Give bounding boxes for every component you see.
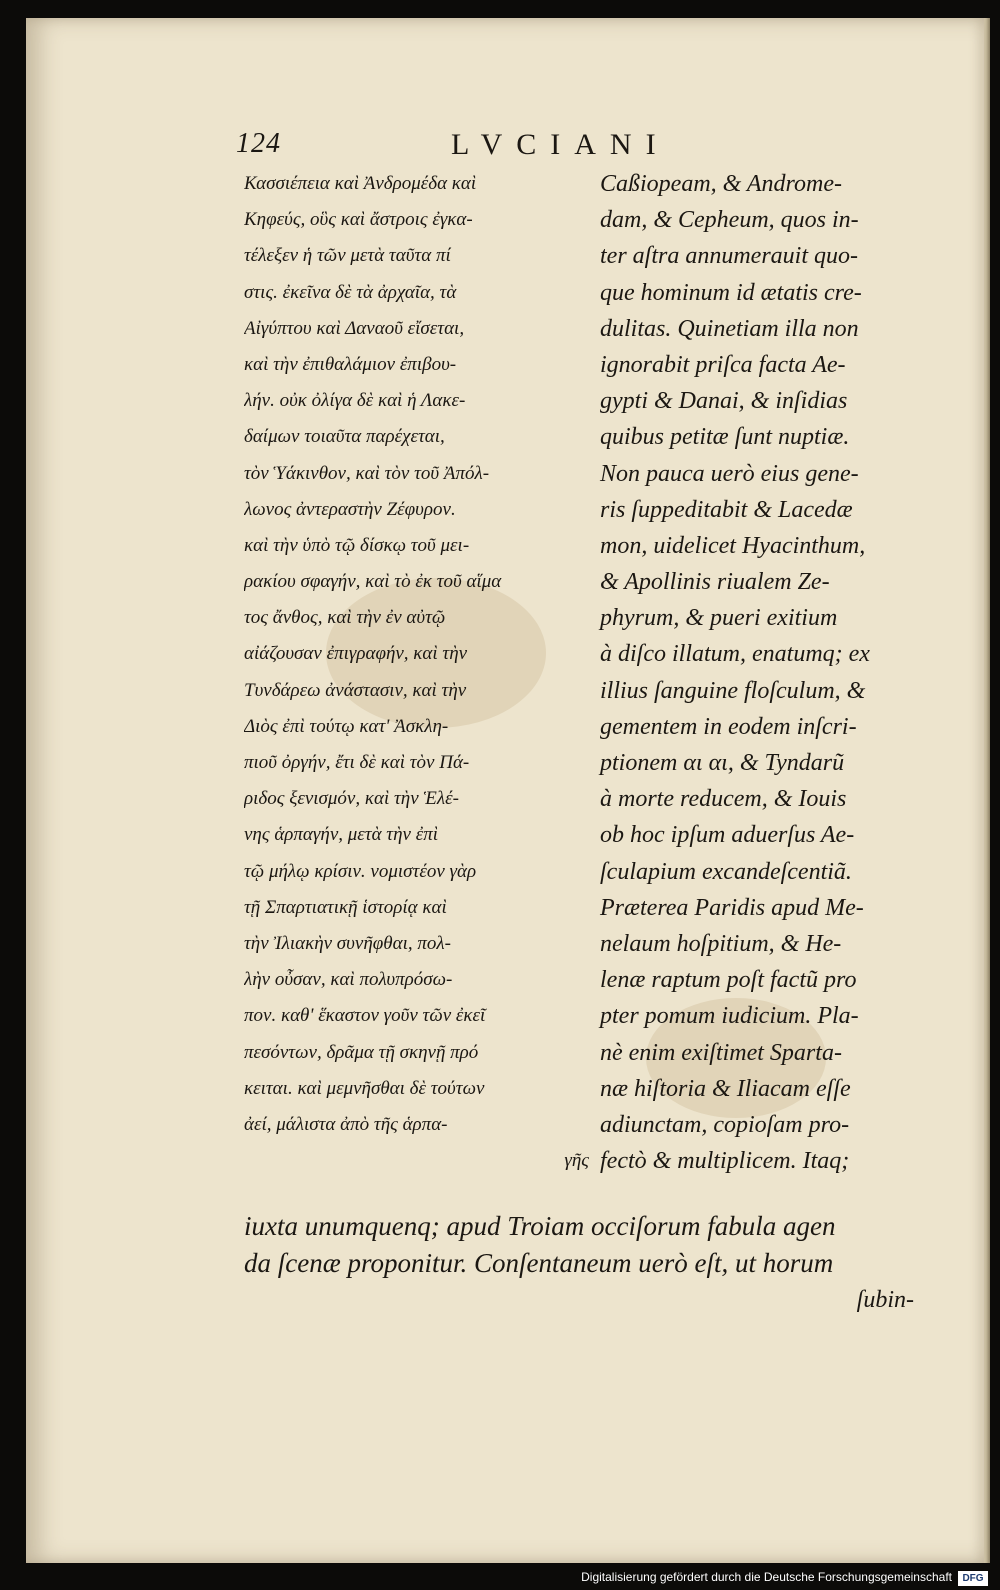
- greek-text-line: Κηφεύς, οὓς καὶ ἄστροις ἐγκα-: [244, 209, 473, 231]
- text-line: da ſcenæ proponitur. Conſentaneum uerò eſt, ut horum: [244, 1248, 834, 1278]
- latin-text-line: næ hiſtoria & Iliacam eſſe: [600, 1075, 851, 1102]
- latin-text-line: ptionem αι αι, & Tyndarũ: [600, 750, 845, 776]
- greek-text-line: ριδος ξενισμόν, καὶ τὴν Ἑλέ-: [244, 788, 459, 810]
- latin-text-line: ignorabit priſca facta Ae-: [600, 351, 846, 378]
- latin-text-line: gypti & Danai, & inſidias: [600, 388, 848, 415]
- latin-text-line: ris ſuppeditabit & Lacedæ: [600, 496, 853, 523]
- page-header: [26, 128, 984, 168]
- greek-text-line: λὴν οὖσαν, καὶ πολυπρόσω-: [244, 969, 453, 991]
- latin-text-column: [600, 166, 945, 1179]
- book-page: [26, 18, 984, 1563]
- latin-text-line: adiunctam, copioſam pro-: [600, 1111, 850, 1138]
- text-line: ſubin-: [856, 1287, 914, 1313]
- page-number: 124: [236, 128, 281, 159]
- latin-text-line: dam, & Cepheum, quos in-: [600, 207, 859, 234]
- latin-text-line: à diſco illatum, enatumq; ex: [600, 641, 870, 668]
- latin-text-line: ter aſtra annumerauit quo-: [600, 243, 858, 270]
- latin-text-line: que hominum id ætatis cre-: [600, 279, 862, 306]
- greek-text-line: στις. ἐκεῖνα δὲ τὰ ἀρχαῖα, τὰ: [244, 281, 457, 303]
- latin-text-line: & Apollinis riualem Ze-: [600, 569, 830, 596]
- latin-text-line: quibus petitæ ſunt nuptiæ.: [600, 424, 850, 451]
- funding-credit: Digitalisierung gefördert durch die Deutsche Forschungsgemeinschaft: [581, 1570, 952, 1584]
- greek-text-line: δαίμων τοιαῦτα παρέχεται,: [244, 426, 445, 448]
- latin-text-line: illius ſanguine floſculum, &: [600, 677, 866, 704]
- greek-text-line: λήν. οὐκ ὀλίγα δὲ καὶ ἡ Λακε-: [244, 390, 466, 412]
- greek-text-line: αἰάζουσαν ἐπιγραφήν, καὶ τὴν: [244, 643, 468, 665]
- greek-text-line: ἀεί, μάλιστα ἀπὸ τῆς ἁρπα-: [244, 1113, 448, 1135]
- greek-text-line: τῇ Σπαρτιατικῇ ἱστορίᾳ καὶ: [244, 896, 447, 918]
- latin-text-line: Præterea Paridis apud Me-: [600, 894, 864, 921]
- text-line: iuxta unumquenq; apud Troiam occiſorum fabula agen: [244, 1211, 836, 1241]
- greek-text-column: [244, 166, 589, 1179]
- latin-text-line: pter pomum iudicium. Pla-: [600, 1003, 859, 1030]
- latin-text-line: ſculapium excandeſcentiã.: [600, 858, 852, 885]
- greek-text-line: Διὸς ἐπὶ τούτῳ κατ' Ἀσκλη-: [244, 715, 449, 737]
- latin-text-line: mon, uidelicet Hyacinthum,: [600, 532, 866, 559]
- greek-text-line: κειται. καὶ μεμνῆσθαι δὲ τούτων: [244, 1077, 485, 1099]
- dfg-logo: DFG: [958, 1571, 988, 1586]
- greek-text-line: καὶ τὴν ὑπὸ τῷ δίσκῳ τοῦ μει-: [244, 534, 470, 556]
- latin-text-line: phyrum, & pueri exitium: [600, 605, 838, 632]
- greek-text-line: Κασσιέπεια καὶ Ἀνδρομέδα καὶ: [244, 173, 477, 194]
- latin-text-line: ob hoc ipſum aduerſus Ae-: [600, 822, 855, 849]
- greek-text-line: Αἰγύπτου καὶ Δαναοῦ εἴσεται,: [244, 317, 465, 339]
- greek-text-line: νης ἁρπαγήν, μετὰ τὴν ἐπὶ: [244, 824, 438, 846]
- greek-text-line: γῆς: [564, 1150, 589, 1172]
- full-width-text-block: [244, 1208, 944, 1319]
- latin-text-line: nelaum hoſpitium, & He-: [600, 930, 842, 957]
- latin-text-line: Caßiopeam, & Androme-: [600, 171, 842, 197]
- greek-text-line: Τυνδάρεω ἀνάστασιν, καὶ τὴν: [244, 679, 467, 701]
- greek-text-line: λωνος ἀντεραστὴν Ζέφυρον.: [244, 498, 456, 520]
- latin-text-line: lenæ raptum poſt factũ pro: [600, 967, 857, 994]
- latin-text-line: à morte reducem, & Iouis: [600, 786, 847, 813]
- greek-text-line: καὶ τὴν ἐπιθαλάμιον ἐπιβου-: [244, 353, 457, 375]
- greek-text-line: πεσόντων, δρᾶμα τῇ σκηνῇ πρό: [244, 1041, 479, 1063]
- greek-text-line: τέλεξεν ἡ τῶν μετὰ ταῦτα πί: [244, 245, 451, 267]
- greek-text-line: τῷ μήλῳ κρίσιν. νομιστέον γὰρ: [244, 860, 477, 882]
- footer-bar: [0, 1564, 1000, 1590]
- latin-text-line: dulitas. Quinetiam illa non: [600, 315, 859, 342]
- latin-text-line: gementem in eodem inſcri-: [600, 713, 857, 740]
- greek-text-line: τὴν Ἰλιακὴν συνῆφθαι, πολ-: [244, 932, 451, 954]
- greek-text-line: τος ἄνθος, καὶ τὴν ἐν αὐτῷ: [244, 607, 446, 629]
- latin-text-line: Non pauca uerò eius gene-: [600, 460, 859, 487]
- greek-text-line: πον. καθ' ἕκαστον γοῦν τῶν ἐκεῖ: [244, 1005, 486, 1027]
- greek-text-line: ρακίου σφαγήν, καὶ τὸ ἐκ τοῦ αἵμα: [244, 571, 502, 593]
- latin-text-line: nè enim exiſtimet Sparta-: [600, 1039, 842, 1066]
- running-head: LVCIANI: [451, 128, 670, 161]
- latin-text-line: fectò & multiplicem. Itaq;: [600, 1148, 850, 1175]
- greek-text-line: πιοῦ ὀργήν, ἔτι δὲ καὶ τὸν Πά-: [244, 752, 470, 773]
- greek-text-line: τὸν Ὑάκινθον, καὶ τὸν τοῦ Ἀπόλ-: [244, 462, 490, 484]
